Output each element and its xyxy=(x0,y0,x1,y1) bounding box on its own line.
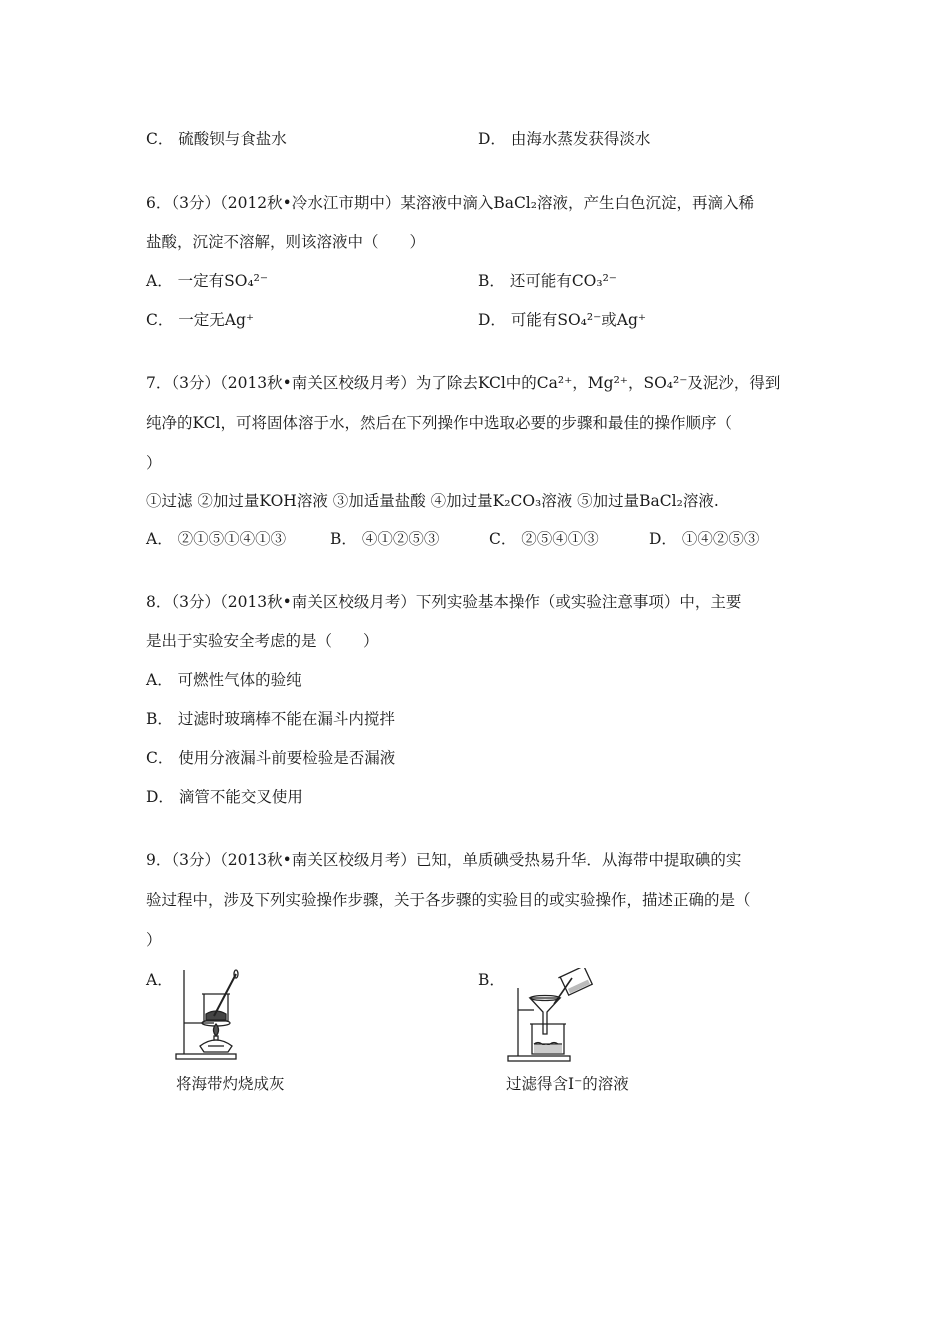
q8-option-d: D． 滴管不能交叉使用 xyxy=(146,788,303,806)
q7-option-d: D． ①④②⑤③ xyxy=(649,530,760,548)
stand-base xyxy=(176,1054,236,1059)
funnel xyxy=(530,998,560,1034)
q9-label-b: B． xyxy=(478,971,505,989)
q6-option-b: B． 还可能有CO₃²⁻ xyxy=(478,272,617,290)
q7-stem-line3: ） xyxy=(146,454,162,472)
q6-stem-line1: 6．（3分）（2012秋•冷水江市期中）某溶液中滴入BaCl₂溶液，产生白色沉淀，再滴入稀 xyxy=(146,194,754,212)
q6-option-d: D． 可能有SO₄²⁻或Ag⁺ xyxy=(478,311,647,329)
q6-stem-line2: 盐酸，沉淀不溶解，则该溶液中（ ） xyxy=(146,233,426,251)
q8-option-c: C． 使用分液漏斗前要检验是否漏液 xyxy=(146,749,396,767)
q5-option-c: C． 硫酸钡与食盐水 xyxy=(146,130,287,148)
q9-label-a: A． xyxy=(146,971,173,989)
q6-option-c: C． 一定无Ag⁺ xyxy=(146,311,255,329)
q7-steps-list: ①过滤 ②加过量KOH溶液 ③加适量盐酸 ④加过量K₂CO₃溶液 ⑤加过量BaCl₂溶液. xyxy=(146,492,719,510)
q8-option-a: A． 可燃性气体的验纯 xyxy=(146,671,302,689)
q7-option-a: A． ②①⑤①④①③ xyxy=(146,530,287,548)
q5-option-d: D． 由海水蒸发获得淡水 xyxy=(478,130,651,148)
q9-caption-b: 过滤得含I⁻的溶液 xyxy=(506,1075,629,1093)
glass-rod xyxy=(214,974,236,1016)
q8-stem-line2: 是出于实验安全考虑的是（ ） xyxy=(146,632,379,650)
q7-stem-line1: 7．（3分）（2013秋•南关区校级月考）为了除去KCl中的Ca²⁺，Mg²⁺，SO₄²⁻及泥沙，得到 xyxy=(146,374,781,392)
q7-option-b: B． ④①②⑤③ xyxy=(330,530,440,548)
stand-base xyxy=(508,1056,570,1061)
burning-apparatus-figure xyxy=(170,966,260,1062)
q6-option-a: A． 一定有SO₄²⁻ xyxy=(146,272,269,290)
q9-caption-a: 将海带灼烧成灰 xyxy=(176,1075,285,1093)
q9-stem-line2: 验过程中，涉及下列实验操作步骤，关于各步骤的实验目的或实验操作，描述正确的是（ xyxy=(146,891,751,909)
filtration-apparatus-figure xyxy=(500,968,600,1064)
q7-option-c: C． ②⑤④①③ xyxy=(489,530,599,548)
pouring-beaker xyxy=(558,968,594,996)
q8-option-b: B． 过滤时玻璃棒不能在漏斗内搅拌 xyxy=(146,710,395,728)
q7-stem-line2: 纯净的KCl，可将固体溶于水，然后在下列操作中选取必要的步骤和最佳的操作顺序（ xyxy=(146,414,732,432)
q8-stem-line1: 8．（3分）（2013秋•南关区校级月考）下列实验基本操作（或实验注意事项）中，主要 xyxy=(146,593,742,611)
q9-stem-line3: ） xyxy=(146,931,162,949)
q9-stem-line1: 9．（3分）（2013秋•南关区校级月考）已知，单质碘受热易升华．从海带中提取碘的实 xyxy=(146,851,742,869)
